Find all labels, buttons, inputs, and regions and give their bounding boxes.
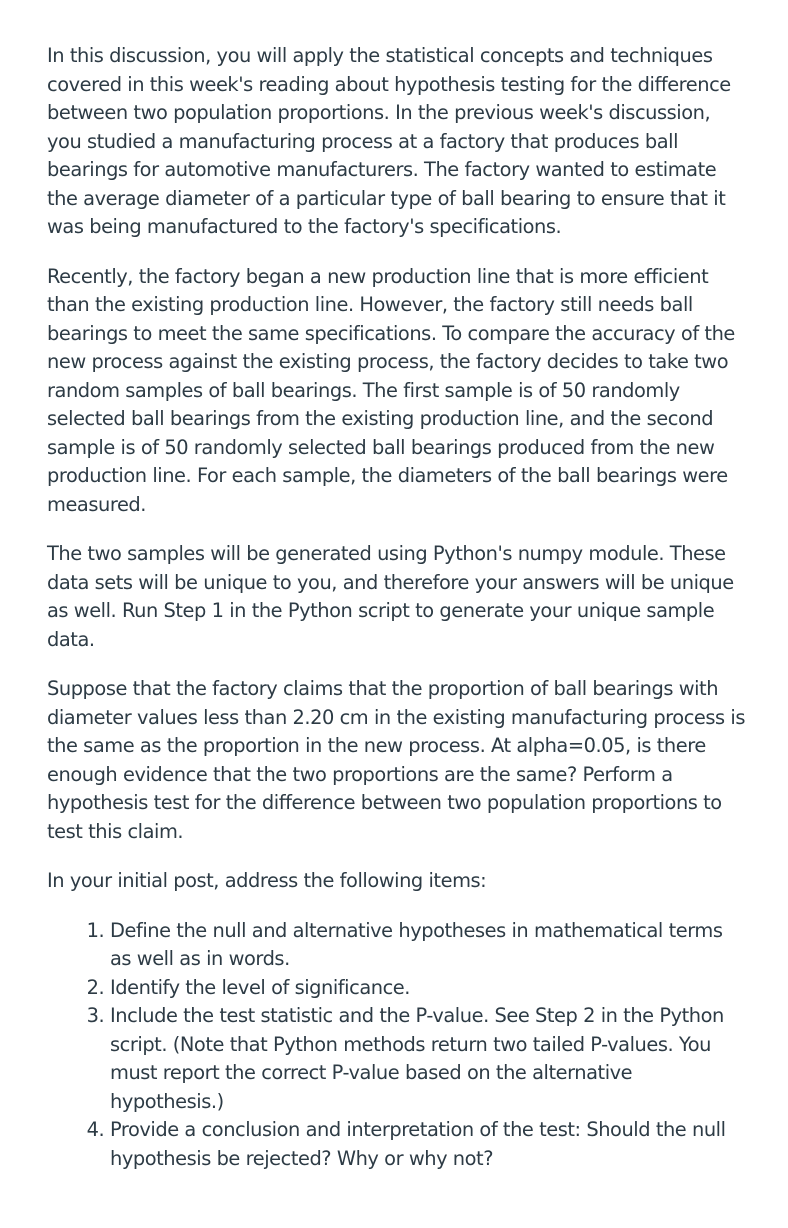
instructions-lead-in: In your initial post, address the following items:: [47, 869, 487, 892]
claim-paragraph: Suppose that the factory claims that the proportion of ball bearings with diameter values less than 2.20 cm in the existing manufacturing process is the same as the proportion in the new process. At alpha=0.05, is there enough evidence that the two proportions are the same? Perform a hypothesis test for the difference between two population proportions to test this claim.: [47, 677, 745, 843]
intro-paragraph: In this discussion, you will apply the statistical concepts and techniques covered in this week's reading about hypothesis testing for the difference between two population proportions. In the previous week's discussion, you studied a manufacturing process at a factory that produces ball bearings for automotive manufacturers. The factory wanted to estimate the average diameter of a particular type of ball bearing to ensure that it was being manufactured to the factory's specifications.: [47, 44, 731, 238]
new-production-line-paragraph: Recently, the factory began a new production line that is more efficient than the existing production line. However, the factory still needs ball bearings to meet the same specifications. To compare the accuracy of the new process against the existing process, the factory decides to take two random samples of ball bearings. The first sample is of 50 randomly selected ball bearings from the existing production line, and the second sample is of 50 randomly selected ball bearings produced from the new production line. For each sample, the diameters of the ball bearings were measured.: [47, 264, 735, 516]
discussion-prompt: [47, 42, 747, 1173]
list-item: 1. Define the null and alternative hypotheses in mathematical terms as well as in words.: [110, 917, 747, 974]
list-item: 4. Provide a conclusion and interpretation of the test: Should the null hypothesis be rejected? Why or why not?: [110, 1116, 747, 1173]
requirements-list: [47, 917, 747, 1174]
sample-generation-paragraph: The two samples will be generated using Python's numpy module. These data sets will be unique to you, and therefore your answers will be unique as well. Run Step 1 in the Python script to generate your unique sample data.: [47, 542, 734, 651]
list-item: 2. Identify the level of significance.: [110, 974, 747, 1003]
list-item: 3. Include the test statistic and the P-value. See Step 2 in the Python script. (Note that Python methods return two tailed P-values. You must report the correct P-value based on the alternative hypothesis.): [110, 1002, 747, 1116]
